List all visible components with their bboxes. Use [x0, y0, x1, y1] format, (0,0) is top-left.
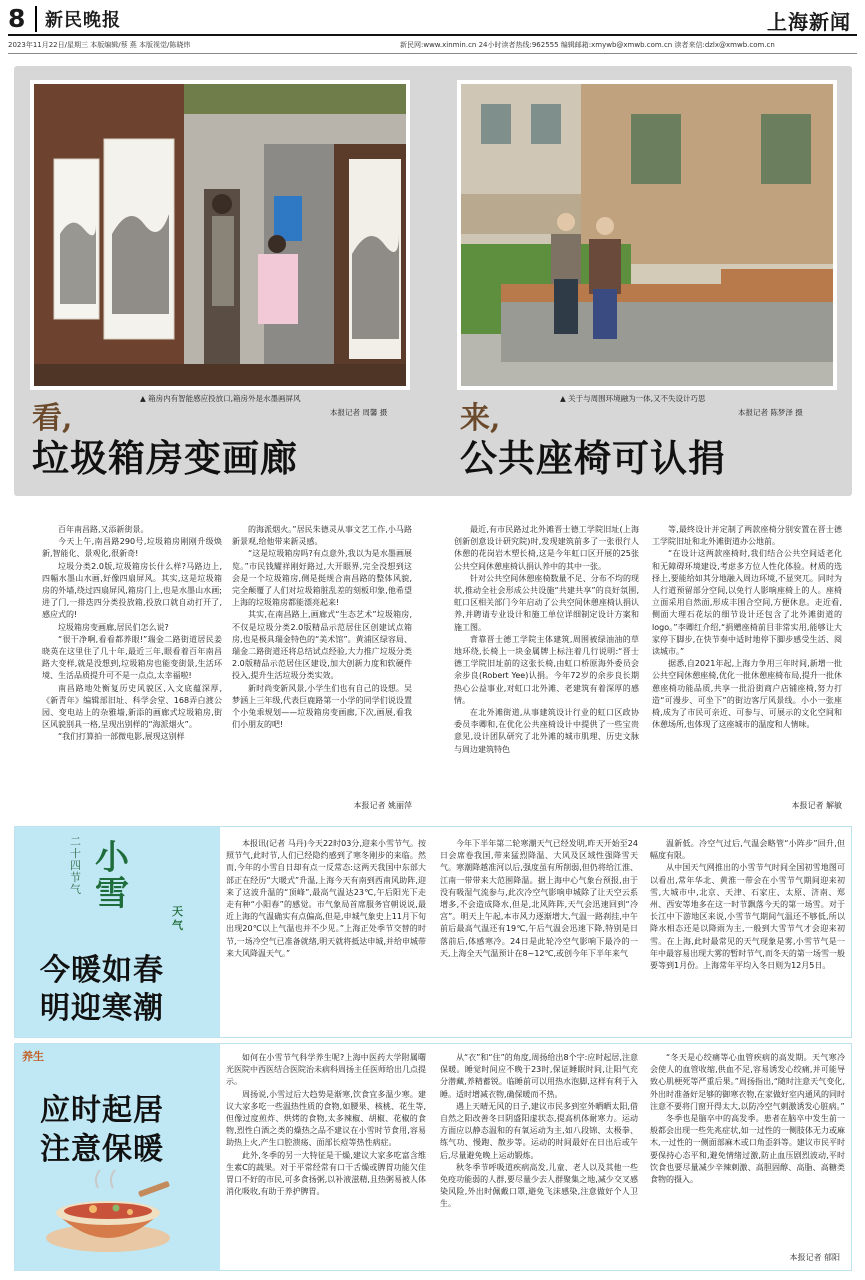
story2-byline: 本报记者 解敏 — [791, 801, 842, 810]
story1-caption: ▲ 箱房内有智能感应投放口,箱房外是水墨画屏风 — [140, 394, 301, 403]
weather-column-1 — [226, 838, 426, 1033]
paragraph: 垃圾分类2.0版,垃圾箱房长什么样?马路边上,四幅水墨山水画,好像四扇屏风。其实,这是垃圾箱房的外墙,绕过四扇屏风,箱房门上,也是水墨山水画;进了门,一排迭四分类投放箱,投放口就自动打开了,感应式的! — [42, 561, 222, 620]
health-column-3 — [650, 1052, 845, 1247]
health-column-1 — [226, 1052, 426, 1264]
story2-headline: 公共座椅可认捐 — [460, 436, 726, 480]
paragraph: “我们打算拍一部微电影,展现这别样 — [58, 732, 185, 742]
masthead-divider — [35, 6, 37, 32]
garbage-station-photo — [34, 84, 406, 386]
xiaoxue-badge: 小雪 — [95, 838, 129, 914]
story2-kicker: 来, — [460, 401, 501, 436]
paragraph: 的海派烟火。”居民朱德灵从事文艺工作,小马路新景观,给他带来新灵感。 — [232, 525, 412, 547]
paragraph: 今天上午,南昌路290号,垃圾箱房刚刚升级焕新,智能化、景观化,很新奇! — [42, 537, 222, 559]
story1-photo — [30, 80, 410, 390]
paragraph: 周扬说,小雪过后大趋势是渐寒,饮食宜多温少寒。建议大家多吃一些温热性质的食物,如腰果、核桃、花生等,但像过度煎炸、烘烤的食物,太多辣椒、胡椒、花椒的食物,烈性白酒之类的燥热之品不建议在小雪时节食用,容易助热上火,产生口腔溃疡、面部长痘等热性病症。 — [226, 1089, 426, 1148]
date-line: 2023年11月22日/星期三 本版编辑/蔡 燕 本版视觉/陈晓炜 — [8, 41, 191, 49]
solar-term-label: 二十四节气 — [70, 835, 81, 896]
weather-title-line1: 今暖如春 — [40, 953, 164, 988]
story1-column-2 — [232, 524, 412, 794]
section-title: 上海新闻 — [767, 10, 851, 34]
health-tag: 养生 — [22, 1050, 44, 1063]
header-subrule — [8, 53, 857, 54]
paragraph: 等,最终设计并定制了两款座椅分别安置在晋士德工学院旧址和北外滩街道办公地前。 — [652, 525, 842, 547]
weather-column-3 — [650, 838, 845, 1033]
page-number: 8 — [8, 4, 26, 33]
paragraph: 本报讯(记者 马丹)今天22时03分,迎来小雪节气。按照节气,此时节,人们已经隐约感到了寒冬刚步的来临。然而,今年的小雪自日却有点一反常态:这两天我国中东部大部正在经历“大暖式”升温,上海今天有南到西南风助阵,迎来了这波升温的“顶峰”,最高气温达23℃,午后阳光下走走有种“小阳春”的感觉。市气象局首席服务官朝说说,最近上海的气温确实有点偏高,但是,申城气象史上11月下旬出现20℃以上气温也并不少见。”上海正处季节交替的时节,一场冷空气已准备就绪,明天就将抵达申城,并给申城带来大风降温天气。” — [226, 839, 426, 958]
public-bench-photo — [461, 84, 833, 386]
paragraph: “冬天是心绞痛等心血管疾病的高发期。天气寒冷会使人的血管收缩,供血不足,容易诱发心绞痛,并可能导致心肌梗死等严重后果。”周扬指出,“随时注意天气变化,外出时准备好足够的御寒衣物,在家做好室内通风的同时注意不要将门窗开得太大,以防冷空气刺激诱发心脏病。” — [650, 1053, 845, 1111]
paragraph: 遇上天晴无风的日子,建议市民多到室外晒晒太阳,借自然之阳改善冬日阴盛阳虚状态,提高机体耐寒力。运动方面应以静态温和的有氧运动为主,如八段锦、太极拳、练气功、慢跑、散步等。运动的时间最好在日出后或午后,尽量避免晚上运动锻炼。 — [440, 1101, 638, 1160]
paragraph: 今年下半年第二轮寒潮天气已经发明,昨天开始至24日会席卷我国,带来猛烈降温、大风及区域性强降雪天气。寒潮降越准河以后,强度虽有所削弱,但仍将给江淮、江南一带带来大范围降温。据上海中心气象台预报,由于没有吸湿气流参与,此次冷空气影响申城除了让天空云系增多,不会造成降水,但是,北风阵阵,天气会迅速回到“冷宫”。明天上午起,本市风力逐渐增大,气温一路刹挂,中午前后最高气温还有19℃,午后气温会迅速下降,特别是日落前后,体感寒冷。24日是此轮冷空气影响下最冷的一天,上海全天气温预计在8~12℃,或创今年下半年来气 — [440, 839, 638, 958]
health-title-line2: 注意保暖 — [40, 1132, 164, 1167]
story1-column-1 — [42, 524, 222, 814]
header-rule — [8, 34, 857, 36]
cooking-pot-icon — [38, 1168, 178, 1262]
weather-title-line2: 明迎寒潮 — [40, 991, 164, 1026]
paragraph: 最近,有市民路过北外滩晋士德工学院旧址(上海创新创意设计研究院)时,发现建筑前多了一张很行人休憩的花岗岩木塑长椅,这是今年虹口区开展的25张公共空间休憩座椅认捐认养中的其中一张。 — [454, 525, 639, 571]
paragraph: 如何在小雪节气科学养生呢?上海中医药大学附属曙光医院中西医结合医院治未病科周扬主任医师给出几点提示。 — [226, 1053, 426, 1087]
health-byline: 本报记者 郁阳 — [789, 1253, 840, 1262]
paragraph: 背靠晋士德工学院主体建筑,周围被绿油油的草地环绕,长椅上一块金属牌上标注着几行说明:“晋士德工学院旧址前的这张长椅,由虹口桥原海外委员会余步良(Robert Yee)认捐。今年72岁的余步良长期热心公益事业,对虹口北外滩、老建筑有着深厚的感情。 — [454, 634, 639, 705]
paragraph: “在设计这两款座椅时,我们结合公共空间适老化和无障碍环境建设,考虑多方位人性化体验。材质的选择上,要能给如其分地融入周边环境,不显突兀。同时为人行道预留部分空间,以免行人影响座椅上的人。座椅立面采用自然面,形成丰围合空间,方便休息。走近看,侧面大理石花坛的细节设计还包含了北外滩街道的logo。”李卿红介绍,“捐赠座椅前目非常实用,能够让大家停下脚步,在快节奏中适时地停下脚步感受生活、阅读城市。” — [652, 549, 842, 657]
paragraph: 从“衣”和“住”的角度,周扬给出8个字:应时起居,注意保暖。睡觉时间应不晚于23时,保证睡眠时间,让阳气充分潜藏,养精蓄锐。临睡前可以用热水泡脚,这样有利于入睡。适时增减衣物,确保暖而不热。 — [440, 1053, 638, 1099]
paragraph: 针对公共空间休憩座椅数量不足、分布不均的现状,推动全社会形成公共设施“共建共享”的良好氛围,虹口区相关部门今年启动了公共空间休憩座椅认捐认养,并聘请专业设计和施工单位详细制定设计方案和施工图。 — [454, 573, 639, 632]
contact-line: 新民网:www.xinmin.cn 24小时读者热线:962555 编辑邮箱:xmywb@xmwb.com.cn 读者来信:dzlx@xmwb.com.cn — [400, 41, 775, 49]
health-column-2 — [440, 1052, 638, 1264]
paragraph: 此外,冬季的另一大特征是干燥,建议大家多吃富含维生素C的蔬果。对于平常经常有口干舌燥或脾胃功能欠佳胃口不好的市民,可多食扬粥,以补液滋精,且热粥易被人体消化吸收,有助于养护脾胃。 — [226, 1150, 426, 1197]
story2-column-1 — [454, 524, 639, 814]
story1-kicker: 看, — [32, 401, 73, 436]
health-title-line1: 应时起居 — [40, 1093, 164, 1128]
weather-column-2 — [440, 838, 638, 1033]
paragraph: 据悉,自2021年起,上海力争用三年时间,新增一批公共空间休憩座椅,优化一批休憩座椅布局,提升一批休憩座椅功能品质,共享一批沿街商户店铺座椅,努力打造“可漫步、可坐下”的街边客厅风景线。小小一张座椅,成为了市民可亲近、可参与、可展示的文化空间和休憩场所,也体现了这座城市的温度和人情味。 — [652, 659, 842, 730]
paragraph: 垃圾箱房变画廊,居民们怎么说? — [58, 622, 169, 632]
paragraph: 冬季也是脑卒中的高发季。患者在脑卒中发生前一般都会出现一些先兆症状,如一过性的一侧肢体无力或麻木,一过性的一侧面部麻木或口角歪斜等。建议市民平时要保持心态平和,避免情绪过激,防止血压剧烈波动,平时饮食也要尽量减少辛辣刺激、高胆固醇、高脂、高糖类食物的摄入。 — [650, 1114, 845, 1185]
paragraph: 温新低。冷空气过后,气温会略管“小阵步”回升,但幅度有限。 — [650, 839, 845, 861]
paragraph: 百年南昌路,又添新街景。 — [58, 525, 149, 534]
paragraph: 在北外滩街道,从事建筑设计行业的虹口区政协委员李卿和,在优化公共座椅设计中提供了一些宝贵意见,设计团队研究了北外滩的城市肌理、历史文脉与周边建筑特色 — [454, 708, 639, 754]
story2-caption: ▲ 关于与周围环境融为一体,又不失设计巧思 — [560, 394, 706, 403]
paragraph: 新时尚变新风景,小学生们也有自己的设想。吴梦涵上三年级,代表巨鹿路第一小学的同学们说设置个小兔乖规划——垃圾箱房变画廊,下次,画展,看我们小朋友的吧! — [232, 683, 412, 730]
paragraph: 南昌路地处衡复历史风貌区,入文底蕴深厚,《新青年》编辑部旧址、科学会堂、168弄白渡公园、变电站上的杂雅墙,新添的画廊式垃圾箱房,街区风貌别具一格,呈现出别样的“海派烟火”。 — [42, 683, 222, 730]
newspaper-masthead: 新民晚报 — [45, 10, 121, 31]
paragraph: “很干净啊,看看都养眼!”瑞金二路街道居民姜晓英在这里住了几十年,最近三年,眼看着百年南昌路大变样,就是没想到,垃圾箱房也能变街景,生活环境、生活品质提升可不是一点点,太幸福啦! — [42, 634, 222, 681]
paragraph: 其实,在南昌路上,画廊式“生态艺术”垃圾箱房,不仅是垃圾分类2.0版精品示范居住区创建试点箱房,也是极具瑞金特色的“美术馆”。黄浦区绿容局、瑞金二路街道还将总结试点经验,大力推广垃圾分类2.0版精品示范居住区建设,加大创新力度和软硬件投入,提升生活垃圾分类实效。 — [232, 610, 412, 681]
paragraph: 秋冬季节呼吸道疾病高发,儿童、老人以及其他一些免疫功能弱的人群,要尽量少去人群聚集之地,减少交叉感染风险,外出时佩戴口罩,避免飞沫感染,注意做好个人卫生。 — [440, 1162, 638, 1209]
story2-photo — [457, 80, 837, 390]
paragraph: 从中国天气网推出的小雪节气时间全国初雪地图可以看出,常年华北、黄淮一带会在小雪节气期间迎来初雪,大城市中,北京、天津、石家庄、太原、济南、郑州、西安等地多在这一时节飘落今天的第一场雪。对于长江中下游地区来说,小雪节气期间气温还不够低,所以降水相态还是以降雨为主,一般到大雪节气才会迎来初雪。在上海,此时最常见的天气现象是雾,小雪节气是一年中最容易出现大雾的暂时节气,而冬天的第一场雪一般要等到1月份。上海常年平均入冬日则为12月5日。 — [650, 863, 845, 971]
story1-byline: 本报记者 姚丽萍 — [353, 801, 412, 810]
paragraph: “这是垃圾箱房吗?有点意外,我以为是水墨画展览。”市民钱耀祥刚好路过,大开眼界,完全没想到这会是一个垃圾箱房,侧是挺规合南昌路的整体风貌,完全颠覆了人们对垃圾箱脏乱差的刻板印象,他希望上海的垃圾箱房都能漂亮起来! — [232, 549, 412, 608]
story2-photo-credit: 本报记者 陈梦泽 摄 — [738, 408, 803, 417]
weather-tag: 天气 — [172, 905, 183, 932]
story1-photo-credit: 本报记者 周馨 摄 — [330, 408, 388, 417]
story2-column-2 — [652, 524, 842, 794]
story1-headline: 垃圾箱房变画廊 — [32, 436, 298, 480]
